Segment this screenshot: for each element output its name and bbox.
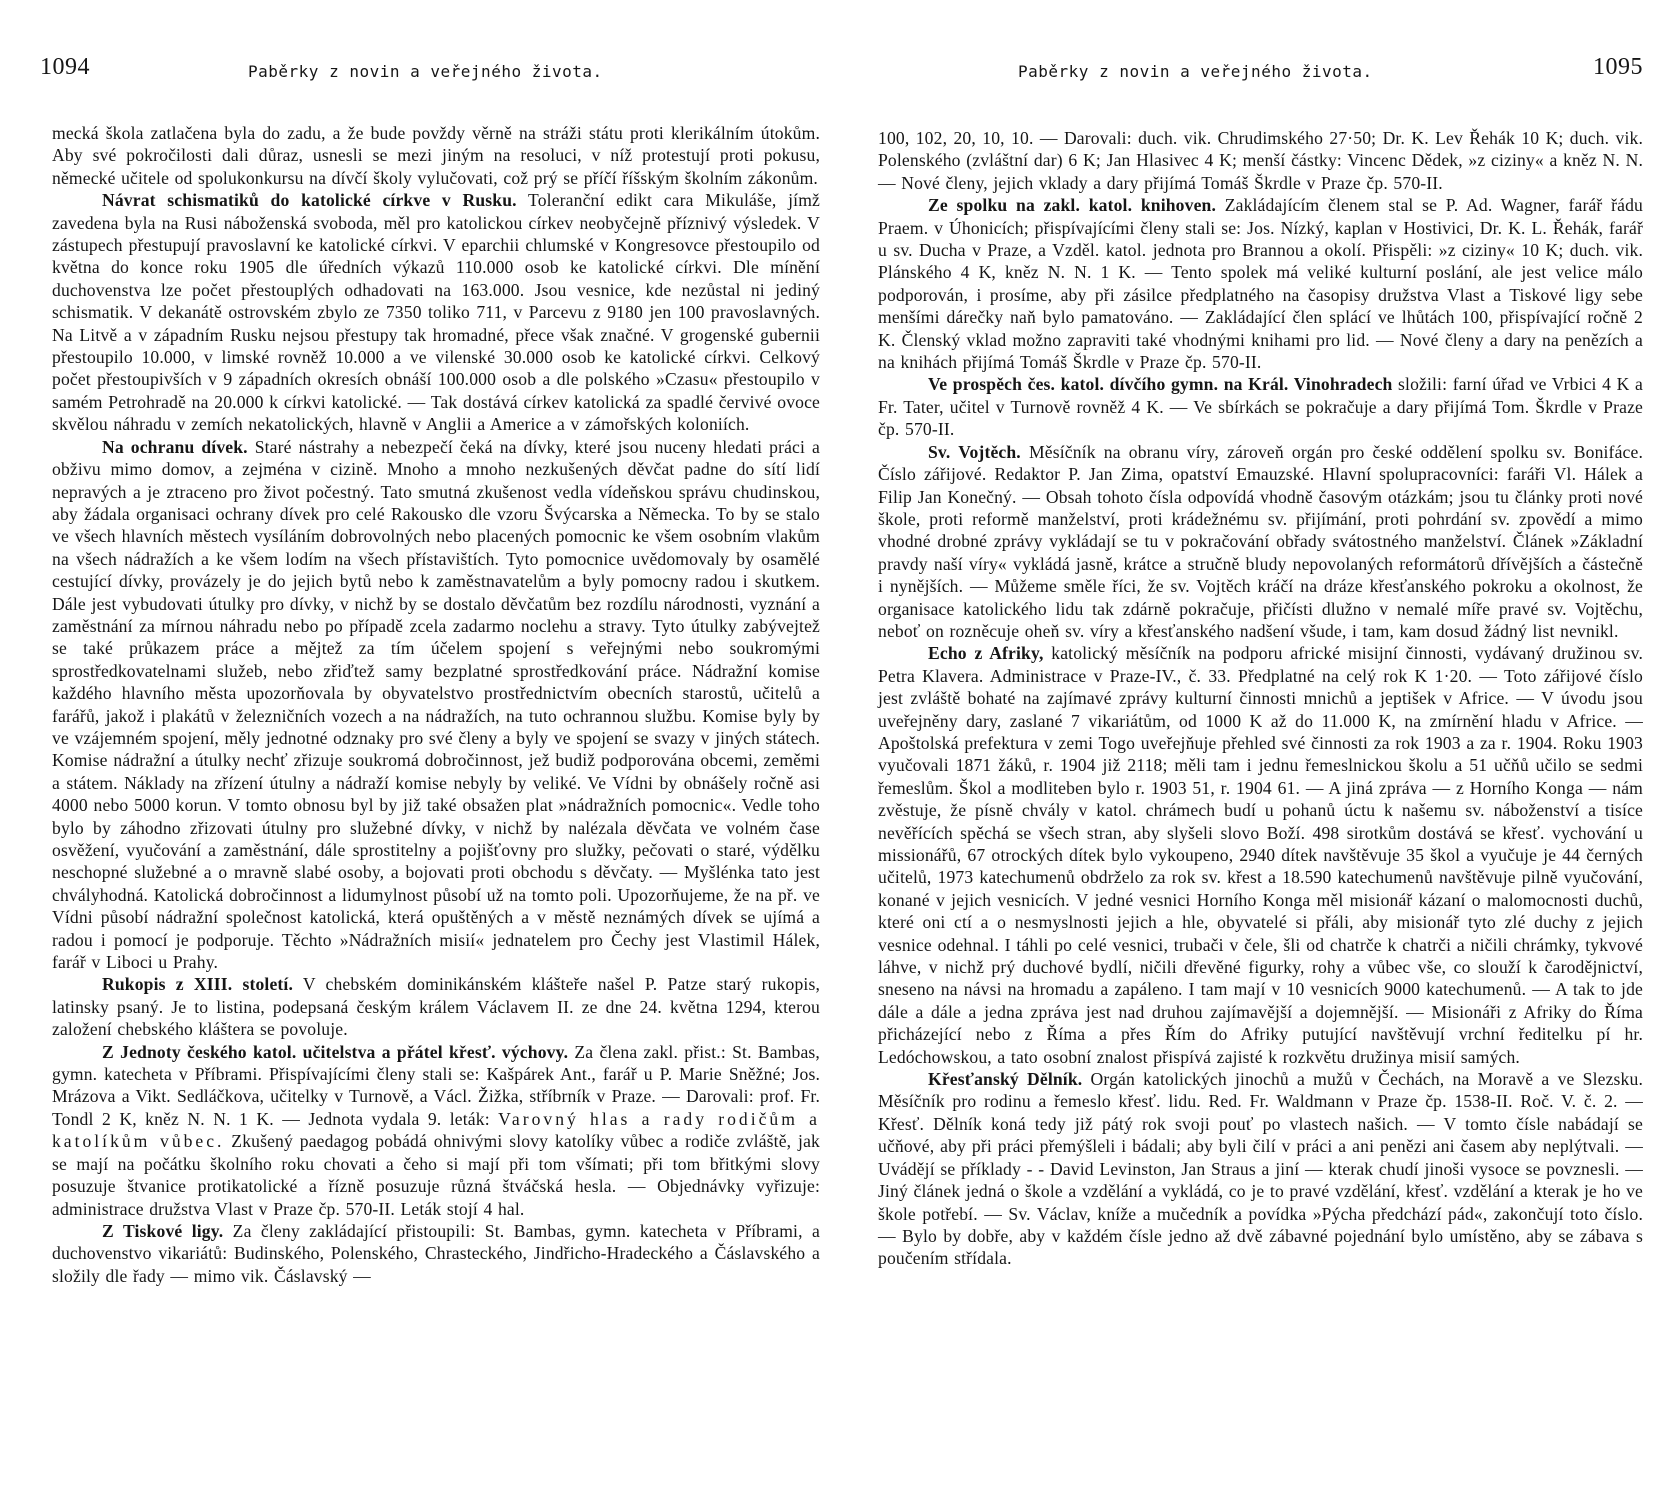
article-heading: Echo z Afriky, (928, 643, 1044, 664)
left-page-body (52, 122, 820, 1287)
article-heading: Rukopis z XIII. století. (102, 974, 293, 995)
paragraph-text: Zakládajícím členem stal se P. Ad. Wagner, farář řádu Praem. v Úhonicích; přispívajícími členy stali se: Jos. Nízký, kaplan v Hostivici, Dr. K. L. Řehák, farář u sv. Ducha v Praze, a Vzděl. katol. jednota pro Brannou a okolí. Přispěli: »z ciziny« 10 K; duch. vik. Plánského 4 K, kněz N. N. 1 K. — Tento spolek má veliké kulturní poslání, ale jest velice málo podporován, i prosíme, aby při zásilce předplatného na časopisy družstva Vlast a Tiskové ligy sebe menšími dárečky naň bylo pamatováno. — Zakládající člen splácí ve lhůtách 100, přispívající ročně 2 K. Členský vklad možno zapraviti také vhodnými knihami pro lid. — Nové členy a dary na penězích a na knihách přijímá Tomáš Škrdle v Praze čp. 570-II. (878, 195, 1643, 373)
paragraph-text: 100, 102, 20, 10, 10. — Darovali: duch. vik. Chrudimského 27·50; Dr. K. Lev Řehák 10 K; duch. vik. Polenského (zvláštní dar) 6 K; Jan Hlasivec 4 K; menší částky: Vincenc Dědek, »z ciziny« a kněz N. N. — Nové členy, jejich vklady a dary přijímá Tomáš Škrdle v Praze čp. 570-II. (878, 128, 1643, 193)
paragraph-text: katolický měsíčník na podporu africké misijní činnosti, vydávaný družinou sv. Petra Klavera. Administrace v Praze-IV., č. 33. Předplatné na celý rok K 1·20. — Toto zářijové číslo jest zvláště bohaté na zajímavé zprávy kulturní činnosti mnichů a jeptišek v Africe. — V úvodu jsou uveřejněny dary, zaslané 7 vikariátům, od 1000 K až do 11.000 K, na zmírnění hladu v Africe. — Apoštolská prefektura v zemi Togo uveřejňuje přehled své činnosti za rok 1903 a za r. 1904. Roku 1903 vyučovali 1871 žáků, r. 1904 již 2118; měli tam i jednu řemeslnickou školu a 51 učňů učilo se sedmi řemeslům. Škol a modliteben bylo r. 1903 51, r. 1904 61. — A jiná zpráva — z Horního Konga — nám zvěstuje, že písně chvály v katol. chrámech budí u pohanů úctu k našemu sv. náboženství a tisíce nevěřících spěchá se všech stran, aby slyšeli slovo Boží. 498 sirotkům dostává se křesť. vychování u missionářů, 67 otrockých dítek bylo vykoupeno, 2940 dítek navštěvuje 35 škol a vyučuje je 44 černých učitelů, 1973 katechumenů obdrželo za rok sv. křest a 18.590 katechumenů navštěvuje pilně vyučování, konané v jejich vesnicích. V jedné vesnici Horního Konga měl misionář kázaní o malomocnosti duchů, které oni ctí a o nesmyslnosti jejich a hle, obyvatelé si přáli, aby misionář tyto zlé duchy z jejich vesnice odehnal. I táhli po celé vesnici, trubači v čele, šli od chatrče k chatrči a ničili chrámky, tykvové láhve, v nichž prý duchové bydlí, ničili dřevěné figurky, rohy a vůbec vše, co slouží k čarodějnictví, sneseno na návsi na hromadu a zapáleno. I tam mají v 10 vesnicích 9000 katechumenů. — A tak to jde dále a dále a jedna zpráva jest nad druhou zajímavější a dojemnější. — Misionáři z Afriky do Říma přicházející nebo z Říma a přes Řím do Afriky putující navštěvují vrchní ředitelku pí hr. Ledóchowskou, a tato osobní znalost přispívá zajisté k rozkvětu družinya misií samých. (878, 643, 1643, 1067)
left-page (30, 0, 820, 1500)
paragraph (52, 436, 820, 974)
paragraph (52, 973, 820, 1040)
paragraph-text: Za člena zakl. přist.: St. Bambas, gymn. katecheta v Příbrami. Přispívajícími členy stali se: Kašpárek Ant., farář u P. Marie Sněžné; Jos. Mrázova a Vikt. Sedláčkova, učitelky v Turnově, a Václ. Žižka, stříbrník v Praze. — Darovali: prof. Fr. Tondl 2 K, kněz N. N. 1 K. — Jednota vydala 9. leták: (52, 1041, 820, 1129)
article-heading: Křesťanský Dělník. (928, 1069, 1083, 1090)
paragraph (878, 373, 1643, 440)
paragraph (878, 1068, 1643, 1270)
article-heading: Návrat schismatiků do katolické církve v Rusku. (102, 190, 517, 211)
paragraph-text: Orgán katolických jinochů a mužů v Čechách, na Moravě a ve Slezsku. Měsíčník pro rodinu a řemeslo křesť. lidu. Red. Fr. Waldmann v Praze čp. 1538-II. Roč. V. č. 2. — Křesť. Dělník koná tedy již pátý rok svoji pouť po vlastech našich. — V tomto čísle nabádají se učňové, aby při práci přemýšleli i bádali; aby byli čilí v práci a ani penězi ani časem aby neplýtvali. — Uvádějí se příklady - - David Levinston, Jan Straus a jiní — kterak chudí jinoši vysoce se povznesli. — Jiný článek jedná o škole a vzdělání a vykládá, co je to pravé vzdělání, křesť. vzdělání a kterak je ho ve škole potřebí. — Sv. Václav, kníže a mučedník a povídka »Pýcha předchází pád«, zakončují toto číslo. — Bylo by dobře, aby v každém čísle jedno až dvě zábavné pojednání bylo umístěno, aby se zábava s poučením střídala. (878, 1069, 1644, 1269)
page-number: 1094 (40, 54, 90, 80)
article-heading: Ve prospěch čes. katol. dívčího gymn. na Král. Vinohradech (928, 374, 1393, 395)
article-heading: Z Jednoty českého katol. učitelstva a přátel křesť. výchovy. (102, 1041, 569, 1062)
paragraph-text: V chebském dominikánském klášteře našel P. Patze starý rukopis, latinsky psaný. Je to listina, podepsaná českým králem Václavem II. ze dne 24. května 1294, kterou založení chebského kláštera se povoluje. (52, 974, 820, 1040)
paragraph (878, 441, 1643, 643)
right-page (878, 0, 1643, 1500)
paragraph (878, 642, 1643, 1068)
article-heading: Z Tiskové ligy. (102, 1220, 224, 1241)
spaced-title: Varovný hlas a rady rodičům a katolíkům vůbec. (52, 1108, 820, 1152)
paragraph-text: mecká škola zatlačena byla do zadu, a že bude povždy věrně na stráži státu proti klerikálním útokům. Aby své pokročilosti dali důraz, usnesli se mezi jiným na resoluci, v níž protestují proti pokusu, německé učitele od spolukonkursu na dívčí školy vylučovati, což prý se příčí říšským školním zákonům. (52, 123, 820, 188)
paragraph (52, 189, 820, 435)
paragraph-text: Měsíčník na obranu víry, zároveň orgán pro české oddělení spolku sv. Bonifáce. Číslo zářijové. Redaktor P. Jan Zima, opatství Emauzské. Hlavní spolupracovníci: faráři Vl. Hálek a Filip Jan Konečný. — Obsah tohoto čísla odpovídá vhodně časovým otázkám; jsou tu články proti nové škole, proti reformě manželství, proti krádežnému sv. přijímání, proti pohrdání sv. zpovědí a mimo vhodné drobné zprávy vykládají se tu v pokračování obřady svátostného manželství. Článek »Základní pravdy naší víry« vykládá jasně, krátce a stručně bludy nepovolaných reformátorů dřívějších a částečně i nynějších. — Můžeme směle říci, že sv. Vojtěch kráčí na dráze křesťanského pokroku a okolnost, že organisace katolického lidu tak zdárně pokračuje, přičísti dlužno v nemalé míře pravé sv. Vojtěchu, neboť on rozněcuje oheň sv. víry a křesťanského nadšení všude, i tam, kam dosud žádný list nevnikl. (878, 441, 1643, 641)
paragraph-text: Staré nástrahy a nebezpečí čeká na dívky, které jsou nuceny hledati práci a obživu mimo domov, a zejména v cizině. Mnoho a mnoho nezkušených děvčat padne do sítí lidí nepravých a je ztraceno pro život počestný. Tato smutná zkušenost vedla vídeňskou správu chudinskou, aby žádala organisaci ochrany dívek pro celé Rakousko dle vzoru Švýcarska a Německa. To by se stalo ve všech hlavních městech vysíláním dobrovolných nebo placených pomocnic ke všem osobním vlakům na všech nádražích a ke všem lodím na všech přístavištích. Tyto pomocnice uvědomovaly by osamělé cestující dívky, provázely je do jejich bytů nebo k zaměstnavatelům a byly pomocny radou i skutkem. Dále jest vybudovati útulky pro dívky, v nichž by se dostalo děvčatům bez rozdílu národnosti, vyznání a zaměstnání za mírnou náhradu nebo po případě zcela zadarmo noclehu a stravy. Tyto útulky zabývejtež se také průkazem práce a mějtež za tím účelem spojení s veřejnými nebo soukromými sprostředkovatelnami služeb, nebo zřiďtež samy bezplatné sprostředkování práce. Nádražní komise každého hlavního města upozorňovala by obyvatelstvo prostřednictvím obecních starostů, učitelů a farářů, jakož i plakátů v železničních vozech a na nádražích, na tuto ochrannou službu. Komise byly by ve vzájemném spojení, měly jednotné odznaky pro své členy a byly ve spojení se svazy v jiných státech. Komise nádražní a útulky nechť zřizuje soukromá dobročinnost, jež budiž podporována obcemi, zeměmi a státem. Náklady na zřízení útulny a nádraží komise nebyly by veliké. Ve Vídni by obnášely ročně asi 4000 nebo 5000 korun. V tomto obnosu byl by již také obsažen plat »nádražních pomocnic«. Vedle toho bylo by záhodno zřizovati útulny pro služebné dívky, v nichž by nalézala děvčata ve volném čase osvěžení, vyučování a zaměstnání, dále sprostitelny a pojišťovny pro služky, pečovati o staré, výdělku neschopné služebné a o mravně slabé osoby, a bojovati proti obchodu s děvčaty. — Myšlénka tato jest chvályhodná. Katolická dobročinnost a lidumylnost působí už na tomto poli. Upozorňujeme, že na př. ve Vídni působí nádražní společnost katolická, která opuštěných a v městě neznámých dívek se ujímá a radou i pomocí je podporuje. Těchto »Nádražních misií« jednatelem pro Čechy jest Vlastimil Hálek, farář v Liboci u Prahy. (52, 436, 820, 973)
page-number: 1095 (1593, 54, 1643, 80)
paragraph (52, 1220, 820, 1287)
paragraph-text: Toleranční edikt cara Mikuláše, jímž zavedena byla na Rusi náboženská svoboda, měl pro katolickou církev neobyčejně příznivý výsledek. V zástupech přestupují pravoslavní ke katolické církvi. V eparchii chlumské v Kongresovce přestoupilo od května do konce roku 1905 dle úředních výkazů 110.000 osob ke katolické církvi. Dle mínění duchovenstva lze počet přestouplých odhadovati na 163.000. Jsou vesnice, kde nezůstal ni jediný schismatik. V dekanátě ostrovském zbylo ze 7350 toliko 711, v Parcevu z 9180 jen 100 pravoslavných. Na Litvě a v západním Rusku nejsou přestupy tak hromadné, přece však značné. V grogenské gubernii přestoupilo 10.000, v limské rovněž 10.000 a ve vilenské 30.000 osob ke katolické církvi. Celkový počet přestoupivších v 9 západních okresích obnáší 100.000 osob a dle polského »Czasu« přestoupilo v samém Petrohradě na 20.000 k církvi katolické. — Tak dostává církev katolická za spadlé červivé ovoce skvělou náhradu v zemích nekatolických, hlavně v Anglii a Americe a v zámořských koloniích. (52, 190, 820, 435)
running-head-title: Paběrky z novin a veřejného života. (1018, 62, 1373, 81)
paragraph-text: Zkušený paedagog pobádá ohnivými slovy katolíky vůbec a rodiče zvláště, jak se mají na počátku školního roku chovati a čeho si mají při tom všímati; při tom břitkými slovy posuzuje štvanice protikatolické a řízně posuzuje různá štváčská hesla. — Objednávky vyřizuje: administrace družstva Vlast v Praze čp. 570-II. Leták stojí 4 hal. (52, 1131, 820, 1219)
article-heading: Sv. Vojtěch. (928, 441, 1021, 462)
paragraph (878, 194, 1643, 373)
right-page-body (878, 127, 1643, 1270)
paragraph-text: Za členy zakládající přistoupili: St. Bambas, gymn. katecheta v Příbrami, a duchovenstvo vikariátů: Budinského, Polenského, Chrasteckého, Jindřicho-Hradeckého a Čáslavského a složily dle řady — mimo vik. Čáslavský — (52, 1220, 820, 1286)
paragraph (52, 1041, 820, 1220)
paragraph (52, 122, 820, 189)
paragraph (878, 127, 1643, 194)
paragraph-text: složili: farní úřad ve Vrbici 4 K a Fr. Tater, učitel v Turnově rovněž 4 K. — Ve sbírkách se pokračuje a dary přijímá Tom. Škrdle v Praze čp. 570-II. (878, 374, 1643, 440)
running-head (878, 54, 1643, 90)
article-heading: Ze spolku na zakl. katol. knihoven. (928, 195, 1217, 216)
article-heading: Na ochranu dívek. (102, 436, 248, 457)
running-head-title: Paběrky z novin a veřejného života. (248, 62, 603, 81)
running-head (30, 54, 820, 90)
